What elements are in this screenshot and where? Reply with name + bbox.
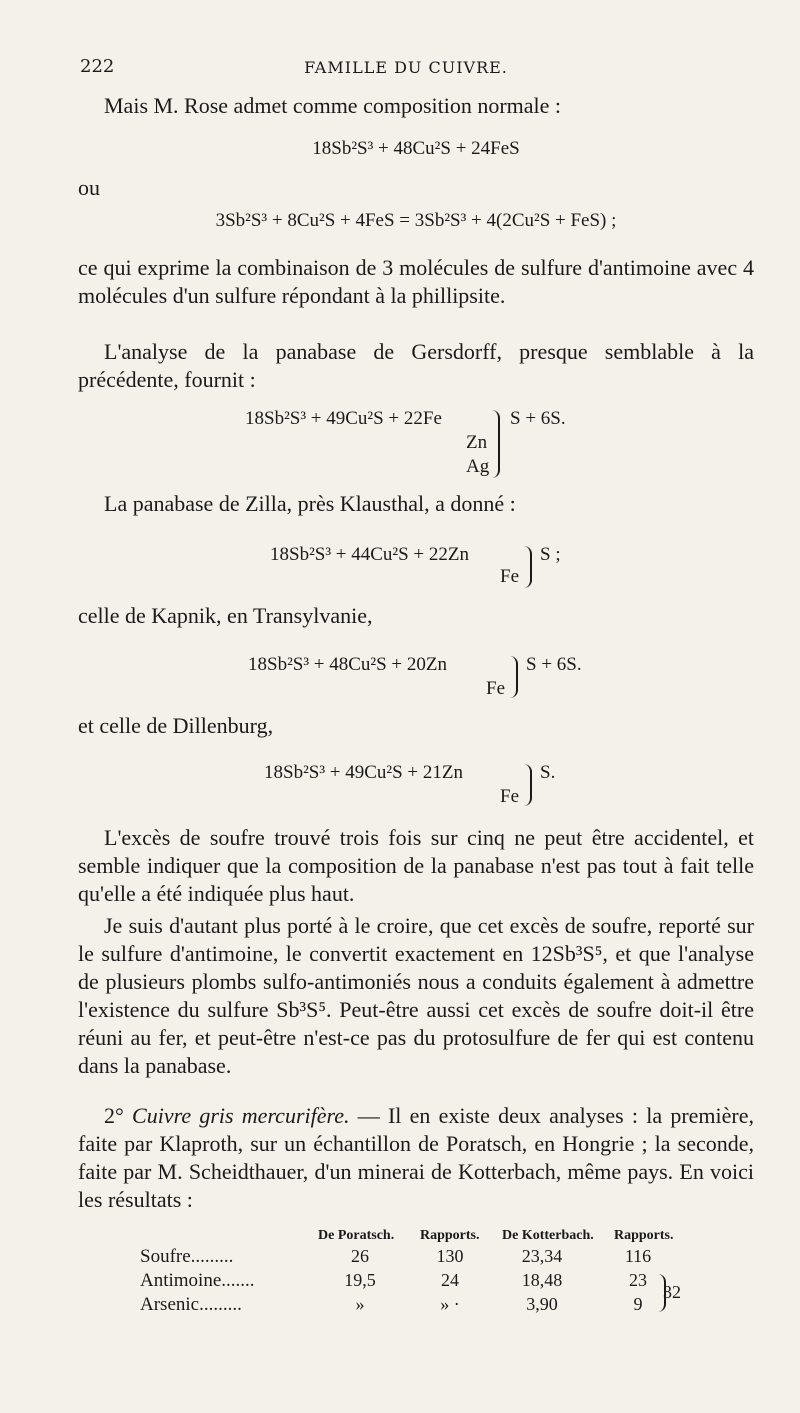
paragraph-mercurifere [78, 1102, 754, 1214]
running-title: FAMILLE DU CUIVRE. [304, 58, 508, 77]
formula-gersdorff-ag: Ag [466, 456, 490, 477]
section-number: 2° [104, 1103, 124, 1128]
table-cell: 116 [624, 1246, 652, 1266]
paragraph-exces: L'excès de soufre trouvé trois fois sur cinq ne peut être accidentel, et semble indiquer que la composition de la panabase n'est pas tout à fait telle qu'elle a été indiquée plus haut. [78, 825, 754, 906]
paragraph-gersdorff: L'analyse de la panabase de Gersdorff, presque semblable à la précédente, fournit : [78, 339, 754, 392]
table-cell: 18,48 [521, 1270, 563, 1290]
formula-zilla-fe: Fe [500, 566, 519, 587]
section-title: Cuivre gris mercurifère. [132, 1103, 350, 1128]
table-cell: » [355, 1294, 365, 1314]
table-cell: 130 [436, 1246, 464, 1266]
table-row-label: Soufre......... [140, 1246, 234, 1267]
formula-kapnik-tail: S + 6S. [526, 654, 582, 675]
table-cell: 23,34 [521, 1246, 563, 1266]
formula-gersdorff-main: 18Sb²S³ + 49Cu²S + 22Fe [245, 408, 442, 429]
table-cell: » · [440, 1294, 460, 1314]
paragraph-combination: ce qui exprime la combinaison de 3 molécules de sulfure d'antimoine avec 4 molécules d'un sulfure répondant à la phillipsite. [78, 255, 754, 308]
page-number: 222 [80, 56, 115, 77]
formula-zilla-tail: S ; [540, 544, 561, 565]
brace-dillenburg [522, 762, 538, 808]
formula-kapnik: 18Sb²S³ + 48Cu²S + 20Zn [248, 654, 447, 675]
page-header [80, 56, 732, 82]
table-header-kotterbach: De Kotterbach. [502, 1228, 594, 1243]
formula-gersdorff [245, 408, 442, 430]
paragraph-kapnik: celle de Kapnik, en Transylvanie, [78, 603, 373, 628]
table-header-rapports-2: Rapports. [614, 1228, 674, 1243]
formula-1: 18Sb²S³ + 48Cu²S + 24FeS [312, 138, 520, 159]
formula-gersdorff-zn: Zn [466, 432, 488, 453]
word-ou: ou [78, 175, 100, 200]
formula-dillenburg: 18Sb²S³ + 49Cu²S + 21Zn [264, 762, 463, 783]
formula-dillenburg-tail: S. [540, 762, 556, 783]
table-cell: 23 [629, 1270, 647, 1290]
table-cell: 19,5 [344, 1270, 376, 1290]
section-body: — Il en existe deux analyses : la première, faite par Klaproth, sur un échantillon de Poratsch, en Hongrie ; la seconde, faite par M. Scheidthauer, d'un minerai de Kotterbach, même pays. En voici les résultats : [78, 1103, 754, 1212]
table-header-rapports-1: Rapports. [420, 1228, 480, 1243]
table-cell: 3,90 [526, 1294, 558, 1314]
table-cell: 26 [351, 1246, 369, 1266]
table-row-label: Antimoine....... [140, 1270, 255, 1291]
formula-gersdorff-tail: S + 6S. [510, 408, 566, 429]
formula-zilla: 18Sb²S³ + 44Cu²S + 22Zn [270, 544, 469, 565]
table-row-label: Arsenic......... [140, 1294, 242, 1315]
paragraph-dillenburg: et celle de Dillenburg, [78, 713, 274, 738]
table-sum: 32 [663, 1282, 681, 1302]
table-cell: 9 [633, 1294, 643, 1314]
paragraph-zilla: La panabase de Zilla, près Klausthal, a donné : [104, 491, 516, 516]
table-header-poratsch: De Poratsch. [318, 1228, 395, 1243]
paragraph-croire: Je suis d'autant plus porté à le croire, que cet excès de soufre, reporté sur le sulfure d'antimoine, le convertit exactement en 12Sb³S⁵, et que l'analyse de plusieurs plombs sulfo-antimoniés nous a conduits également à admettre l'existence du sulfure Sb³S⁵. Peut-être aussi cet excès de soufre doit-il être réuni au fer, et peut-être n'est-ce pas du protosulfure de fer qui est contenu dans la panabase. [78, 913, 754, 1078]
formula-kapnik-fe: Fe [486, 678, 505, 699]
formula-dillenburg-fe: Fe [500, 786, 519, 807]
brace-kapnik [508, 654, 524, 700]
formula-2: 3Sb²S³ + 8Cu²S + 4FeS = 3Sb²S³ + 4(2Cu²S + FeS) ; [215, 210, 617, 231]
table-cell: 24 [441, 1270, 459, 1290]
brace-zilla [522, 544, 538, 590]
paragraph-rose: Mais M. Rose admet comme composition normale : [104, 93, 562, 118]
